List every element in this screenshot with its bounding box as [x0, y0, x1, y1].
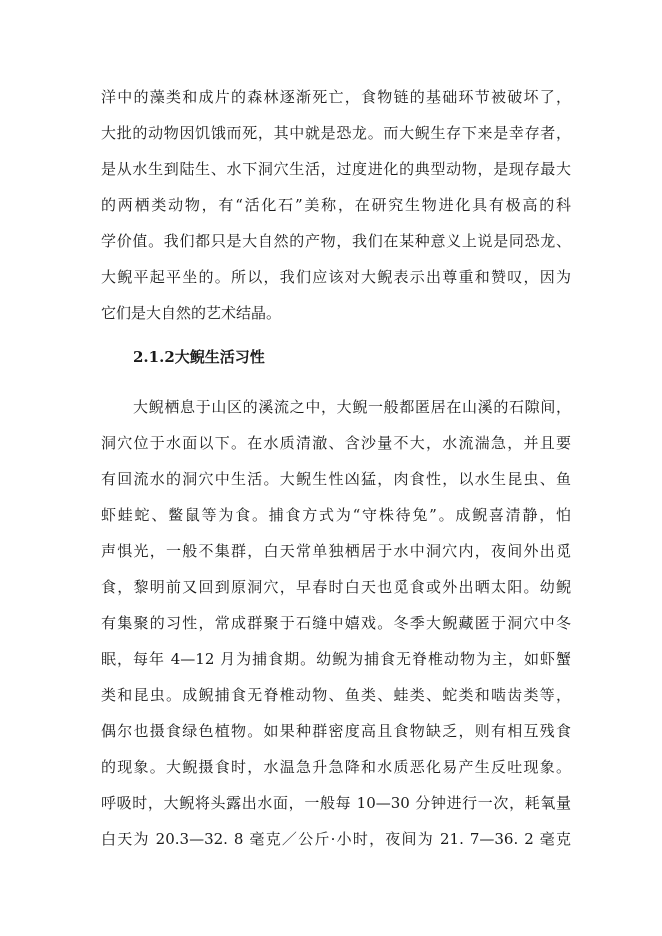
paragraph1-line-2: 大批的动物因饥饿而死，其中就是恐龙。而大鲵生存下来是幸存者，	[101, 124, 571, 142]
paragraph1-line-1: 洋中的藻类和成片的森林逐渐死亡，食物链的基础环节被破坏了，	[101, 88, 571, 106]
paragraph2-line-10: 偶尔也摄食绿色植物。如果种群密度高且食物缺乏，则有相互残食	[101, 722, 571, 740]
paragraph2-line-9: 类和昆虫。成鲵捕食无脊椎动物、鱼类、蛙类、蛇类和啮齿类等，	[101, 686, 571, 704]
paragraph2-line-7: 有集聚的习性，常成群聚于石缝中嬉戏。冬季大鲵藏匿于洞穴中冬	[101, 614, 571, 632]
paragraph2-line-4: 虾蛙蛇、鳖鼠等为食。捕食方式为“守株待兔”。成鲵喜清静，怕	[101, 506, 571, 524]
paragraph2-line-6: 食，黎明前又回到原洞穴，早春时白天也觅食或外出晒太阳。幼鲵	[101, 578, 571, 596]
paragraph1-line-4: 的两栖类动物，有“活化石”美称，在研究生物进化具有极高的科	[101, 196, 571, 214]
paragraph2-line-3: 有回流水的洞穴中生活。大鲵生性凶猛，肉食性，以水生昆虫、鱼	[101, 470, 571, 488]
paragraph1-line-6: 大鲵平起平坐的。所以，我们应该对大鲵表示出尊重和赞叹，因为	[101, 268, 571, 286]
paragraph2-line-5: 声惧光，一般不集群，白天常单独栖居于水中洞穴内，夜间外出觅	[101, 542, 571, 560]
paragraph2-line-1: 大鲵栖息于山区的溪流之中，大鲵一般都匿居在山溪的石隙间，	[133, 398, 571, 416]
paragraph2-line-8: 眠，每年 4—12 月为捕食期。幼鲵为捕食无脊椎动物为主，如虾蟹	[101, 650, 571, 668]
paragraph1-line-5: 学价值。我们都只是大自然的产物，我们在某种意义上说是同恐龙、	[101, 232, 571, 250]
paragraph2-line-11: 的现象。大鲵摄食时，水温急升急降和水质恶化易产生反吐现象。	[101, 758, 571, 776]
section-heading: 2.1.2大鲵生活习性	[133, 348, 265, 366]
paragraph2-line-2: 洞穴位于水面以下。在水质清澈、含沙量不大，水流湍急，并且要	[101, 434, 571, 452]
paragraph1-line-3: 是从水生到陆生、水下洞穴生活，过度进化的典型动物，是现存最大	[101, 160, 571, 178]
paragraph1-line-7: 它们是大自然的艺术结晶。	[101, 304, 282, 322]
paragraph2-line-12: 呼吸时，大鲵将头露出水面，一般每 10—30 分钟进行一次，耗氧量	[101, 794, 571, 812]
paragraph2-line-13: 白天为 20.3—32. 8 毫克／公斤·小时，夜间为 21. 7—36. 2 毫克	[101, 830, 571, 848]
